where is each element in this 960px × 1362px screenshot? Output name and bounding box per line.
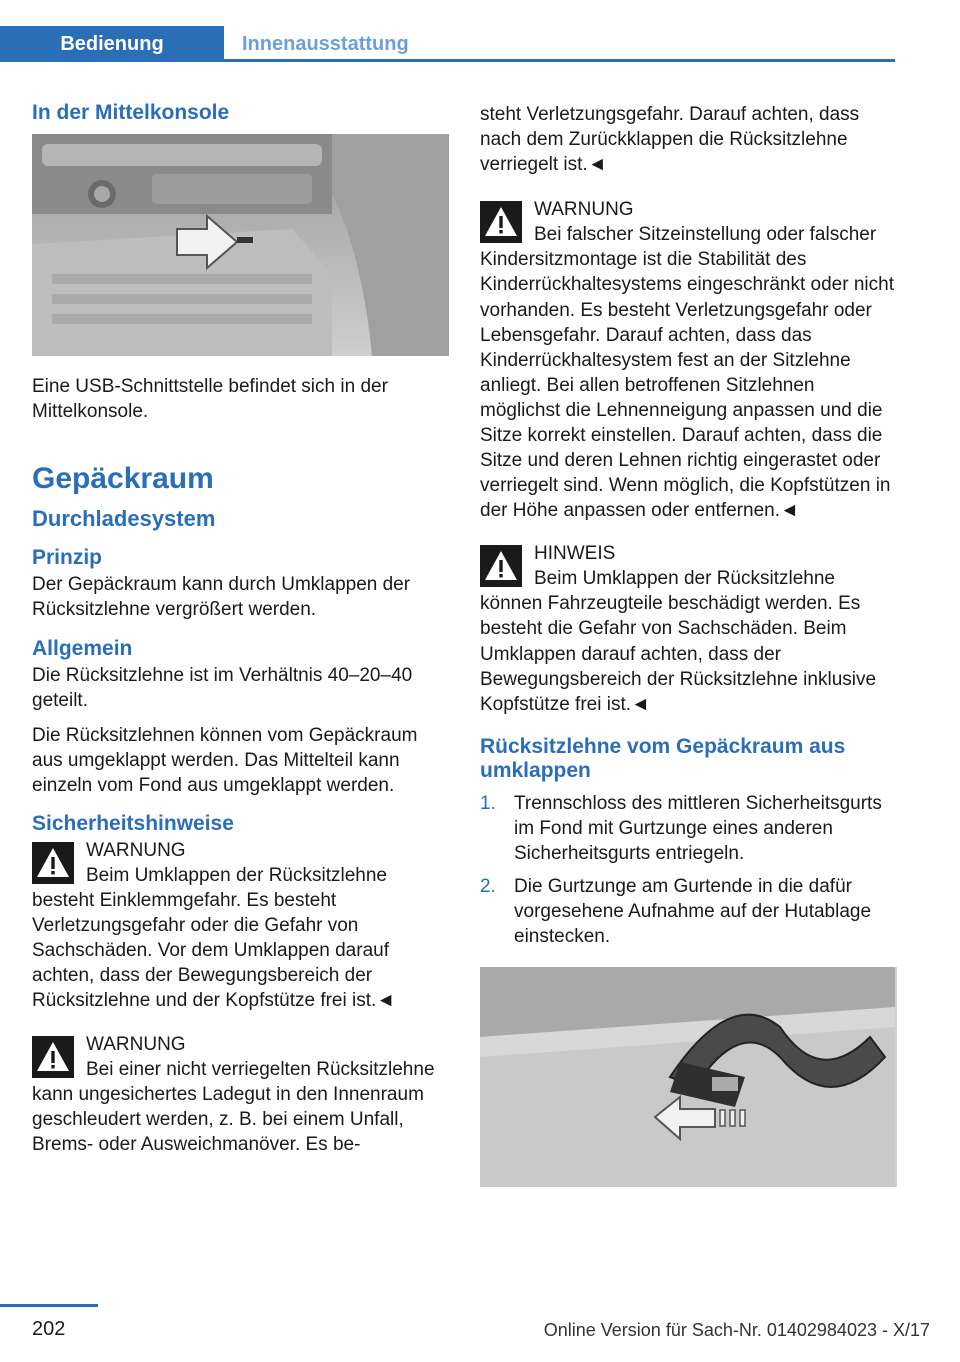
warning-text: Beim Umklappen der Rücksitzlehne besteht Einklemmgefahr. Es besteht Verletzungsgefahr oder die Gefahr von Sachschäden. Vor dem Umklappen darauf achten, dass der Bewegungsbereich der Rücksitzlehne und der Kopfstütze frei ist.◄ (32, 865, 396, 1012)
notice-triangle-icon (480, 545, 522, 587)
footer-rule (0, 1304, 98, 1307)
tab-bedienung[interactable]: Bedienung (0, 26, 224, 62)
photo-seatbelt-tongue (480, 967, 897, 1187)
allgemein-text-2: Die Rücksitzlehnen können vom Gepäckraum aus umgeklappt werden. Das Mittelteil kann einzeln vom Fond aus umgeklappt werden. (32, 724, 418, 796)
warning-title: WARNUNG (86, 839, 186, 861)
warning-triangle-icon (32, 842, 74, 884)
allgemein-text-1: Die Rücksitzlehne ist im Verhältnis 40–20–40 geteilt. (32, 664, 413, 711)
step-number: 1. (480, 792, 496, 814)
header-rule (224, 59, 895, 62)
warning-block-1 (32, 838, 449, 1014)
prinzip-text: Der Gepäckraum kann durch Umklappen der Rücksitzlehne vergrößert werden. (32, 574, 411, 621)
usb-text: Eine USB-Schnittstelle befindet sich in der Mittelkonsole. (32, 376, 388, 423)
warning-block-2 (32, 1032, 449, 1157)
warning-triangle-icon (32, 1036, 74, 1078)
warning-text: Bei falscher Sitzeinstellung oder falscher Kindersitzmontage ist die Stabilität des Kinderrückhaltesystems eingeschränkt oder nicht vorhanden. Es besteht Verletzungsgefahr oder Lebensgefahr. Darauf achten, dass das Kinderrückhaltesystem fest an der Sitzlehne anliegt. Bei allen betroffenen Sitzlehnen möglichst die Lehnenneigung anpassen und die Sitze korrekt einstellen. Darauf achten, dass die Sitze und deren Lehnen richtig eingerastet oder verriegelt sind. Wenn möglich, die Kopfstützen in der Höhe anpassen oder entfernen.◄ (480, 224, 894, 522)
step-text: Die Gurtzunge am Gurtende in die dafür vorgesehene Aufnahme auf der Hutablage einstecken. (514, 876, 872, 948)
warning-block-3 (480, 197, 895, 523)
page-number: 202 (32, 1318, 66, 1340)
hinweis-block (480, 541, 895, 717)
left-column (32, 100, 449, 1175)
warning-text: Bei einer nicht verriegelten Rücksitzlehne kann ungesichertes Ladegut in den Innenraum geschleudert werden, z. B. bei einem Unfall, Brems- oder Ausweichmanöver. Es be- (32, 1058, 435, 1155)
warning-title: WARNUNG (86, 1033, 186, 1055)
tab-innenausstattung[interactable]: Innenausstattung (242, 32, 409, 55)
section-title-mittelkonsole: In der Mittelkonsole (32, 101, 230, 124)
header-tabs (0, 26, 895, 62)
online-version-text: Online Version für Sach-Nr. 01402984023 - X/17 (543, 1320, 930, 1340)
heading-allgemein: Allgemein (32, 636, 133, 660)
photo-center-console (32, 134, 449, 356)
heading-gepaeckraum: Gepäckraum (32, 462, 214, 496)
step-text: Trennschloss des mittleren Sicherheitsgurts im Fond mit Gurtzunge eines anderen Sicherheitsgurts entriegeln. (514, 792, 882, 864)
heading-sicherheitshinweise: Sicherheitshinweise (32, 811, 234, 835)
heading-durchladesystem: Durchladesystem (32, 506, 216, 532)
warning-triangle-icon (480, 201, 522, 243)
heading-prinzip: Prinzip (32, 546, 103, 570)
hinweis-text: Beim Umklappen der Rücksitzlehne können Fahrzeugteile beschädigt werden. Es besteht die Gefahr von Sachschäden. Beim Umklappen darauf achten, dass der Bewegungsbereich der Rücksitzlehne inklusive Kopfstütze frei ist.◄ (480, 568, 877, 715)
list-item (480, 874, 895, 949)
hinweis-title: HINWEIS (534, 543, 616, 565)
steps-list (480, 791, 895, 949)
step-number: 2. (480, 876, 496, 898)
right-column (480, 102, 895, 1205)
warning-title: WARNUNG (534, 199, 634, 221)
list-item (480, 791, 895, 866)
continued-text: steht Verletzungsgefahr. Darauf achten, dass nach dem Zurückklappen die Rücksitzlehne verriegelt ist.◄ (480, 104, 860, 176)
heading-umklappen: Rücksitzlehne vom Gepäckraum aus umklappen (480, 734, 846, 782)
